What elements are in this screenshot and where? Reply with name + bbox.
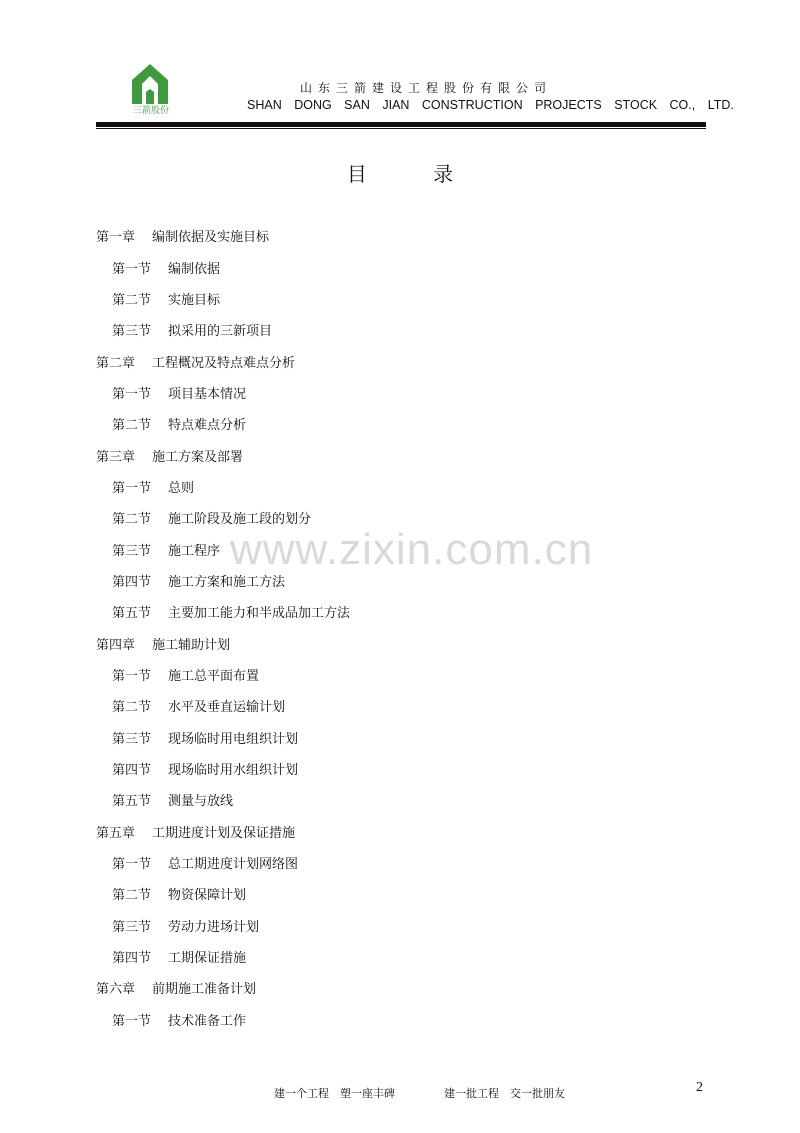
toc-chapter-entry[interactable] (96, 972, 716, 1003)
toc-section-entry[interactable] (96, 690, 716, 721)
toc-entry-title: 工期保证措施 (168, 951, 247, 967)
watermark: www.zixin.com.cn (230, 525, 594, 574)
toc-entry-title: 施工辅助计划 (152, 637, 231, 653)
toc-entry-title: 施工阶段及施工段的划分 (168, 512, 312, 528)
toc-entry-number: 第四章 (96, 637, 136, 653)
table-of-contents (96, 220, 716, 1035)
toc-entry-number: 第一节 (112, 1013, 152, 1029)
toc-entry-number: 第一节 (112, 857, 152, 873)
toc-entry-number: 第三节 (112, 543, 152, 559)
toc-entry-title: 劳动力进场计划 (168, 919, 260, 935)
toc-section-entry[interactable] (96, 878, 716, 909)
toc-entry-title: 施工方案及部署 (152, 449, 244, 465)
toc-title: 目 录 (346, 162, 484, 186)
toc-entry-title: 工期进度计划及保证措施 (152, 825, 296, 841)
toc-entry-title: 项目基本情况 (168, 386, 247, 402)
toc-entry-title: 编制依据及实施目标 (152, 230, 270, 246)
toc-chapter-entry[interactable] (96, 627, 716, 658)
toc-entry-number: 第三节 (112, 919, 152, 935)
toc-entry-number: 第三节 (112, 324, 152, 340)
toc-entry-title: 特点难点分析 (168, 418, 247, 434)
toc-entry-title: 现场临时用电组织计划 (168, 731, 299, 747)
toc-chapter-entry[interactable] (96, 816, 716, 847)
toc-entry-title: 测量与放线 (168, 794, 234, 810)
toc-entry-title: 总工期进度计划网络图 (168, 857, 299, 873)
toc-section-entry[interactable] (96, 722, 716, 753)
toc-entry-title: 拟采用的三新项目 (168, 324, 273, 340)
toc-entry-number: 第六章 (96, 982, 136, 998)
toc-entry-number: 第二章 (96, 355, 136, 371)
toc-entry-number: 第五节 (112, 606, 152, 622)
toc-entry-number: 第一节 (112, 480, 152, 496)
toc-entry-number: 第二节 (112, 418, 152, 434)
toc-entry-number: 第三节 (112, 731, 152, 747)
toc-section-entry[interactable] (96, 659, 716, 690)
toc-entry-number: 第二节 (112, 292, 152, 308)
toc-section-entry[interactable] (96, 1004, 716, 1035)
toc-entry-title: 物资保障计划 (168, 888, 247, 904)
toc-entry-title: 施工总平面布置 (168, 668, 260, 684)
toc-entry-title: 施工方案和施工方法 (168, 574, 286, 590)
toc-entry-number: 第一节 (112, 261, 152, 277)
toc-chapter-entry[interactable] (96, 220, 716, 251)
toc-entry-title: 主要加工能力和半成品加工方法 (168, 606, 351, 622)
toc-section-entry[interactable] (96, 533, 716, 564)
toc-entry-number: 第五章 (96, 825, 136, 841)
toc-section-entry[interactable] (96, 910, 716, 941)
toc-section-entry[interactable] (96, 596, 716, 627)
toc-entry-title: 现场临时用水组织计划 (168, 763, 299, 779)
header-rule-thin (96, 128, 706, 129)
toc-section-entry[interactable] (96, 471, 716, 502)
toc-entry-number: 第三章 (96, 449, 136, 465)
toc-entry-title: 总则 (168, 480, 195, 496)
toc-entry-title: 编制依据 (168, 261, 221, 277)
toc-section-entry[interactable] (96, 377, 716, 408)
toc-section-entry[interactable] (96, 502, 716, 533)
toc-section-entry[interactable] (96, 283, 716, 314)
toc-section-entry[interactable] (96, 941, 716, 972)
toc-section-entry[interactable] (96, 251, 716, 282)
toc-entry-title: 工程概况及特点难点分析 (152, 355, 296, 371)
toc-entry-title: 水平及垂直运输计划 (168, 700, 286, 716)
toc-entry-number: 第二节 (112, 888, 152, 904)
toc-section-entry[interactable] (96, 408, 716, 439)
toc-entry-number: 第一节 (112, 668, 152, 684)
toc-chapter-entry[interactable] (96, 439, 716, 470)
header-rule-thick (96, 122, 706, 127)
toc-entry-title: 施工程序 (168, 543, 221, 559)
toc-entry-number: 第二节 (112, 512, 152, 528)
toc-entry-number: 第四节 (112, 574, 152, 590)
toc-entry-number: 第五节 (112, 794, 152, 810)
toc-entry-number: 第一章 (96, 230, 136, 246)
company-name-en: SHAN DONG SAN JIAN CONSTRUCTION PROJECTS STOCK CO., LTD. (247, 98, 734, 112)
footer-motto-left: 建一个工程 塑一座丰碑 (274, 1087, 395, 1100)
toc-entry-title: 技术准备工作 (168, 1013, 247, 1029)
footer-motto-right: 建一批工程 交一批朋友 (444, 1087, 565, 1100)
toc-entry-number: 第四节 (112, 951, 152, 967)
toc-entry-number: 第二节 (112, 700, 152, 716)
toc-section-entry[interactable] (96, 565, 716, 596)
logo-text: 三箭股份 (132, 106, 169, 116)
toc-section-entry[interactable] (96, 847, 716, 878)
page-number: 2 (696, 1080, 703, 1095)
toc-chapter-entry[interactable] (96, 345, 716, 376)
toc-section-entry[interactable] (96, 753, 716, 784)
company-name-cn: 山东三箭建设工程股份有限公司 (300, 81, 553, 95)
toc-entry-number: 第四节 (112, 763, 152, 779)
toc-entry-number: 第一节 (112, 386, 152, 402)
toc-entry-title: 实施目标 (168, 292, 221, 308)
toc-section-entry[interactable] (96, 314, 716, 345)
toc-section-entry[interactable] (96, 784, 716, 815)
toc-entry-title: 前期施工准备计划 (152, 982, 257, 998)
